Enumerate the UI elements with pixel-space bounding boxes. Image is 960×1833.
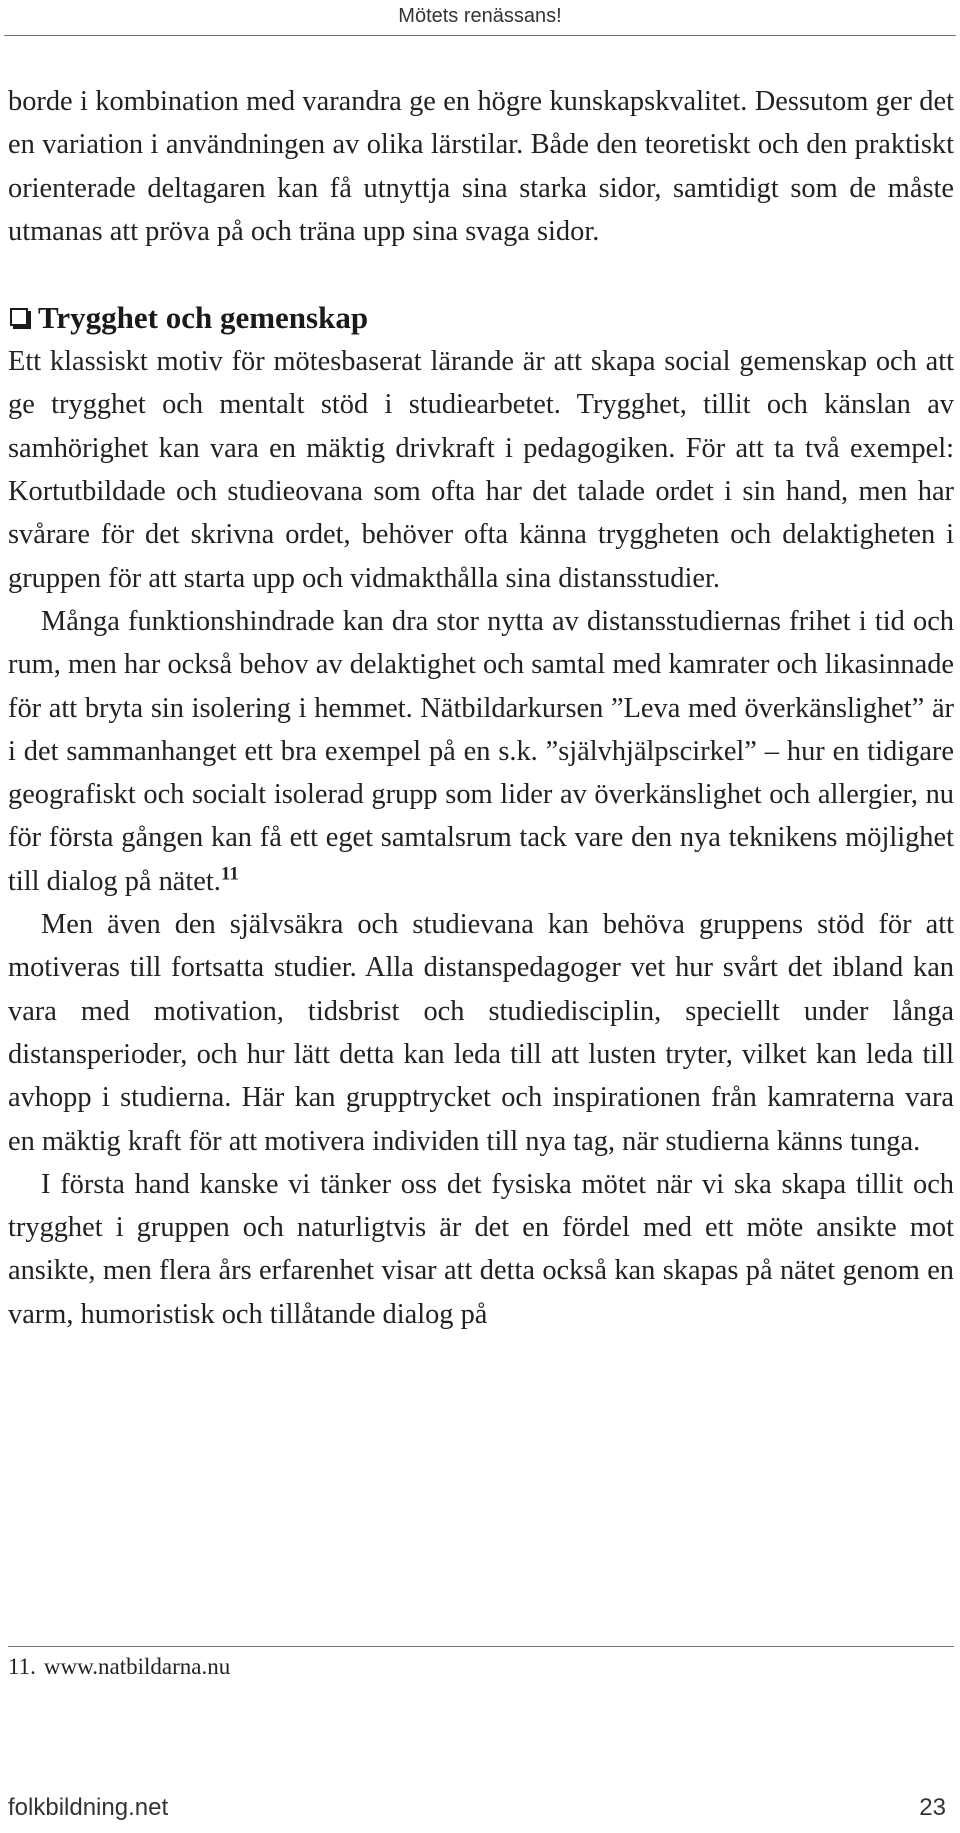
paragraph-motivation: Men även den självsäkra och studievana kan behöva gruppens stöd för att motiveras till fortsatta studier. Alla distanspedagoger vet hur svårt det ibland kan vara med motivation, tidsbrist och studiedisciplin, speciellt under långa distansperioder, och hur lätt detta kan leda till att lusten tryter, vilket kan leda till avhopp i studierna. Här kan grupptrycket och inspirationen från kamraterna vara en mäktig kraft för att motivera individen till nya tag, när studierna känns tunga.: [8, 909, 954, 1157]
paragraph-fysiska-motet: I första hand kanske vi tänker oss det fysiska mötet när vi ska skapa tillit och trygghet i gruppen och naturligtvis är det en fördel med ett möte ansikte mot ansikte, men flera års erfarenhet visar att detta också kan skapas på nätet genom en varm, humoristisk och tillåtande dialog på: [8, 1168, 954, 1330]
main-body-text: [8, 80, 954, 1336]
page-number: 23: [919, 1794, 946, 1821]
footnote-reference[interactable]: 11: [220, 863, 239, 885]
header-divider: [4, 35, 956, 36]
section-heading-text: Trygghet och gemenskap: [38, 300, 369, 336]
footnote-number: 11.: [8, 1654, 36, 1679]
running-header: [0, 0, 960, 34]
paragraph-funktionshindrade-text: Många funktionshindrade kan dra stor nytta av distansstudiernas frihet i tid och rum, men har också behov av delaktighet och samtal med kamrater och likasinnade för att bryta sin isolering i hemmet. Nätbildarkursen ”Leva med överkänslighet” är i det sammanhanget ett bra exempel på en s.k. ”självhjälpscirkel” – hur en tidigare geografiskt och socialt isolerad grupp som lider av överkänslighet och allergier, nu för första gången kan få ett eget samtalsrum tack vare den nya teknikens möjlighet till dialog på nätet.: [8, 605, 954, 897]
checkbox-icon: [10, 308, 28, 326]
page-footer: [0, 1788, 960, 1828]
footnote-divider: [8, 1646, 954, 1647]
paragraph-funktionshindrade: [8, 600, 954, 903]
footnote: [8, 1652, 954, 1682]
paragraph-intro: borde i kombination med varandra ge en högre kunskapskvalitet. Dessutom ger det en variation i användningen av olika lärstilar. Både den teoretiskt och den praktiskt orienterade deltagaren kan få utnyttja sina starka sidor, samtidigt som de måste utmanas att pröva på och träna upp sina svaga sidor.: [8, 86, 954, 247]
footer-site-name: folkbildning.net: [8, 1794, 169, 1821]
footnote-link[interactable]: www.natbildarna.nu: [43, 1654, 231, 1679]
section-heading: [8, 253, 954, 340]
running-header-title: Mötets renässans!: [398, 5, 562, 27]
paragraph-trygghet: Ett klassiskt motiv för mötesbaserat lärande är att skapa social gemenskap och att ge trygghet och mentalt stöd i studiearbetet. Trygghet, tillit och känslan av samhörighet kan vara en mäktig drivkraft i pedagogiken. För att ta två exempel: Kortutbildade och studieovana som ofta har det talade ordet i sin hand, men har svårare för det skrivna ordet, behöver ofta känna tryggheten och delaktigheten i gruppen för att starta upp och vidmakthålla sina distansstudier.: [8, 346, 954, 594]
